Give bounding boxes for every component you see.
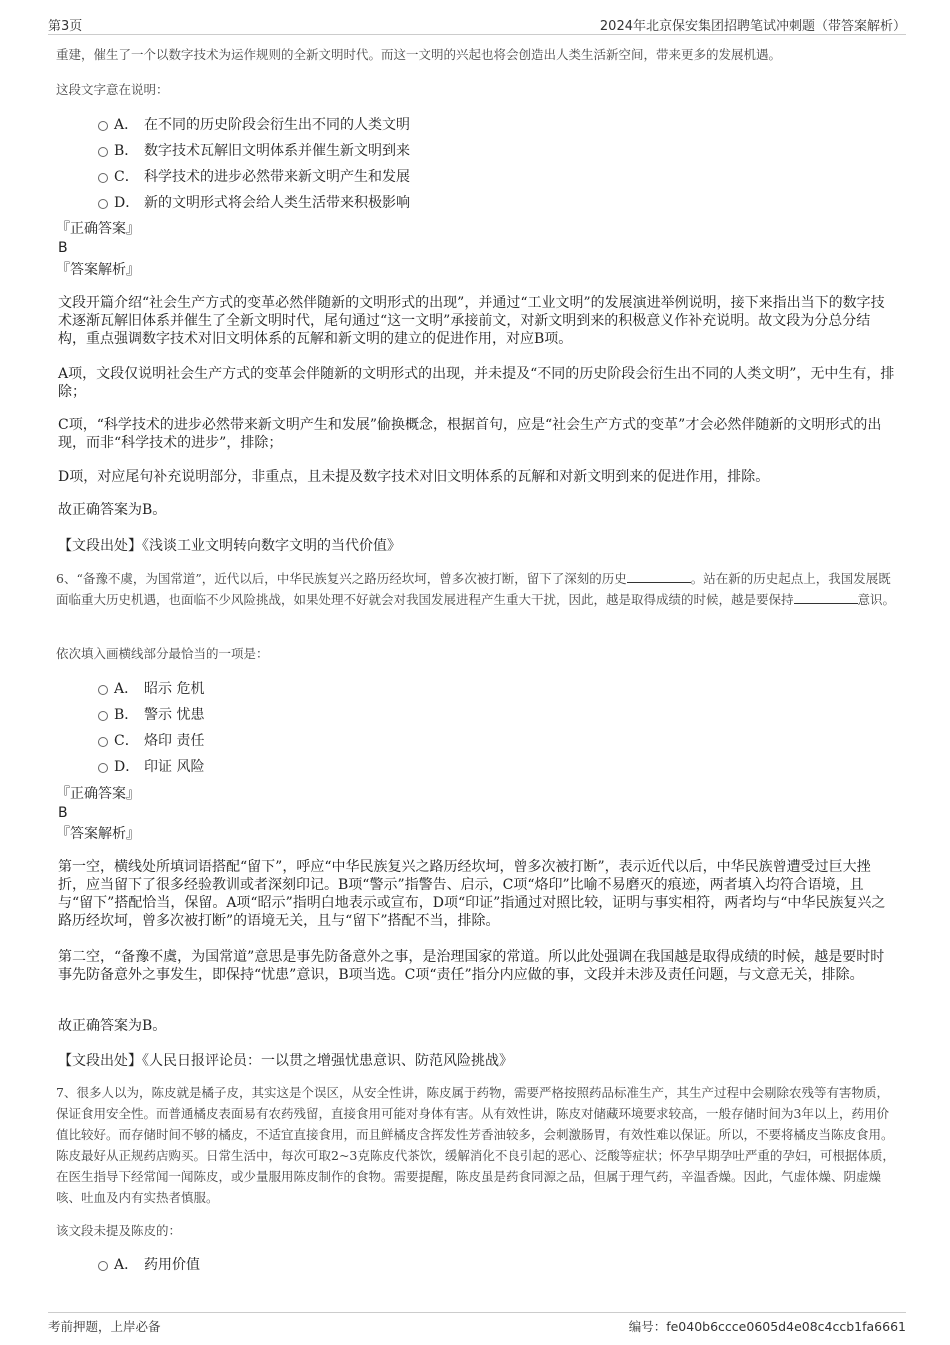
q6-answer-label: 『正确答案』 bbox=[56, 786, 140, 802]
radio-icon[interactable] bbox=[98, 173, 108, 183]
radio-icon[interactable] bbox=[98, 1261, 108, 1271]
q6-analysis-para: 第二空，“备豫不虞，为国常道”意思是事先防备意外之事，是治理国家的常道。所以此处强调在我国越是取得成绩的时候，越是要时时事先防备意外之事发生，即保持“忧患”意识，B项当选。C项“责任”指分内应做的事，文段并未涉及责任问题，与文意无关，排除。 bbox=[58, 949, 885, 983]
page-header bbox=[48, 12, 906, 35]
q5-analysis-para: D项，对应尾句补充说明部分，非重点，且未提及数字技术对旧文明体系的瓦解和对新文明到来的促进作用，排除。 bbox=[58, 469, 770, 485]
q5-options bbox=[56, 112, 656, 216]
q6-answer: B bbox=[58, 805, 68, 821]
q5-analysis-conclusion: 故正确答案为B。 bbox=[58, 502, 167, 518]
q5-option-c[interactable]: C． 科学技术的进步必然带来新文明产生和发展 bbox=[56, 164, 656, 190]
q5-analysis-para: C项，“科学技术的进步必然带来新文明产生和发展”偷换概念，根据首句，应是“社会生产方式的变革”才会必然伴随新的文明形式的出现，而非“科学技术的进步”，排除； bbox=[58, 417, 882, 451]
q5-analysis-para: 文段开篇介绍“社会生产方式的变革必然伴随新的文明形式的出现”，并通过“工业文明”的发展演进举例说明，接下来指出当下的数字技术逐渐瓦解旧体系并催生了全新文明时代，尾句通过“这一文明”承接前文，对新文明到来的积极意义作补充说明。故文段为分总分结构，重点强调数字技术对旧文明体系的瓦解和新文明的建立的促进作用，对应B项。 bbox=[58, 295, 885, 347]
q5-prompt: 这段文字意在说明： bbox=[56, 82, 169, 97]
fill-blank bbox=[794, 590, 858, 604]
page-number: 第3页 bbox=[48, 19, 83, 34]
q7-prompt: 该文段未提及陈皮的： bbox=[56, 1223, 182, 1238]
q5-analysis-label: 『答案解析』 bbox=[56, 262, 140, 278]
q6-prompt: 依次填入画横线部分最恰当的一项是： bbox=[56, 646, 269, 661]
q6-text: 6、“备豫不虞，为国常道”，近代以后，中华民族复兴之路历经坎坷，曾多次被打断，留下了深刻的历史 。站在新的历史起点上，我国发展既面临重大历史机遇，也面临不少风险挑战，如果处理不好就会对我国发展进程产生重大干扰，因此，越是取得成绩的时候，越是要保持 意识。 bbox=[56, 571, 896, 607]
fill-blank bbox=[627, 569, 691, 583]
q5-text-tail: 重建，催生了一个以数字技术为运作规则的全新文明时代。而这一文明的兴起也将会创造出人类生活新空间，带来更多的发展机遇。 bbox=[56, 47, 782, 62]
radio-icon[interactable] bbox=[98, 199, 108, 209]
radio-icon[interactable] bbox=[98, 763, 108, 773]
q5-option-a[interactable]: A． 在不同的历史阶段会衍生出不同的人类文明 bbox=[56, 112, 656, 138]
q5-analysis-para: A项，文段仅说明社会生产方式的变革会伴随新的文明形式的出现，并未提及“不同的历史阶段会衍生出不同的人类文明”，无中生有，排除； bbox=[58, 366, 895, 400]
radio-icon[interactable] bbox=[98, 711, 108, 721]
q6-option-d[interactable]: D． 印证 风险 bbox=[56, 754, 656, 780]
q5-option-b[interactable]: B． 数字技术瓦解旧文明体系并催生新文明到来 bbox=[56, 138, 656, 164]
q7-option-a[interactable]: A． 药用价值 bbox=[56, 1252, 656, 1278]
q7-text: 7、很多人以为，陈皮就是橘子皮，其实这是个误区，从安全性讲，陈皮属于药物，需要严格按照药品标准生产，其生产过程中会剔除农残等有害物质，保证食用安全性。而普通橘皮表面易有农药残留，直接食用可能对身体有害。从有效性讲，陈皮对储藏环境要求较高，一般存储时间为3年以上，药用价值比较好。而存储时间不够的橘皮，不适宜直接食用，而且鲜橘皮含挥发性芳香油较多，会刺激肠胃，有效性难以保证。所以，不要将橘皮当陈皮食用。陈皮最好从正规药店购买。日常生活中，每次可取2~3克陈皮代茶饮，缓解消化不良引起的恶心、泛酸等症状；怀孕早期孕吐严重的孕妇，可根据体质，在医生指导下经常闻一闻陈皮，或少量服用陈皮制作的食物。需要提醒，陈皮虽是药食同源之品，但属于理气药，辛温香燥。因此，气虚体燥、阴虚燥咳、吐血及内有实热者慎服。 bbox=[56, 1085, 895, 1205]
q6-source: 【文段出处】《人民日报评论员：一以贯之增强忧患意识、防范风险挑战》 bbox=[58, 1053, 513, 1069]
q6-analysis-label: 『答案解析』 bbox=[56, 826, 140, 842]
radio-icon[interactable] bbox=[98, 737, 108, 747]
q5-answer-label: 『正确答案』 bbox=[56, 221, 140, 237]
q7-options bbox=[56, 1252, 656, 1278]
q6-option-c[interactable]: C． 烙印 责任 bbox=[56, 728, 656, 754]
q6-option-b[interactable]: B． 警示 忧患 bbox=[56, 702, 656, 728]
document-title: 2024年北京保安集团招聘笔试冲刺题（带答案解析） bbox=[599, 19, 906, 34]
q6-option-a[interactable]: A． 昭示 危机 bbox=[56, 676, 656, 702]
footer-slogan: 考前押题，上岸必备 bbox=[48, 1319, 161, 1334]
q6-options bbox=[56, 676, 656, 780]
q5-option-d[interactable]: D． 新的文明形式将会给人类生活带来积极影响 bbox=[56, 190, 656, 216]
document-id: 编号：fe040b6ccce0605d4e08c4ccb1fa6661 bbox=[628, 1319, 906, 1334]
radio-icon[interactable] bbox=[98, 121, 108, 131]
q5-answer: B bbox=[58, 240, 68, 256]
radio-icon[interactable] bbox=[98, 147, 108, 157]
page-footer bbox=[48, 1312, 906, 1337]
q6-analysis-para: 第一空，横线处所填词语搭配“留下”，呼应“中华民族复兴之路历经坎坷，曾多次被打断”，表示近代以后，中华民族曾遭受过巨大挫折，应当留下了很多经验教训或者深刻印记。B项“警示”指警告、启示，C项“烙印”比喻不易磨灭的痕迹，两者填入均符合语境，且与“留下”搭配恰当，保留。A项“昭示”指明白地表示或宣布，D项“印证”指通过对照比较，证明与事实相符，两者均与“中华民族复兴之路历经坎坷，曾多次被打断”的语境无关，且与“留下”搭配不当，排除。 bbox=[58, 859, 886, 929]
q5-source: 【文段出处】《浅谈工业文明转向数字文明的当代价值》 bbox=[58, 538, 401, 554]
q6-analysis-conclusion: 故正确答案为B。 bbox=[58, 1018, 167, 1034]
radio-icon[interactable] bbox=[98, 685, 108, 695]
